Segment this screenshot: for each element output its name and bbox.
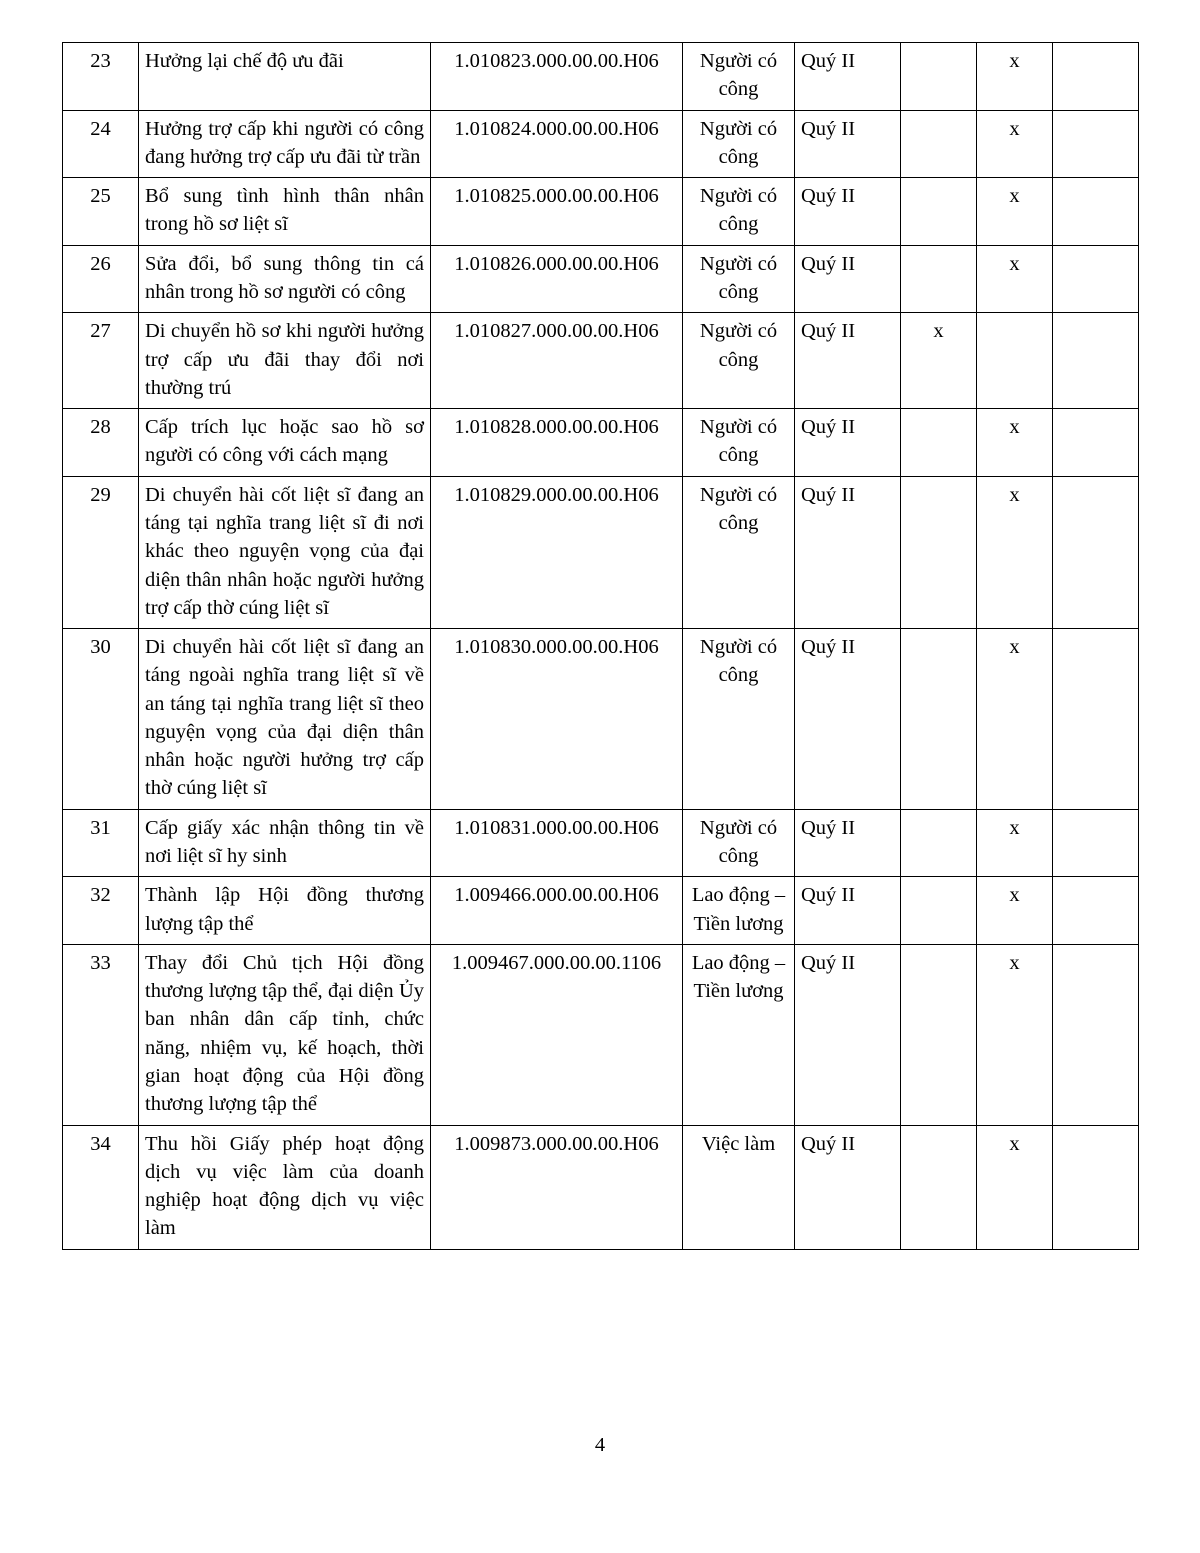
table-row [63,877,1139,945]
procedure-name: Bổ sung tình hình thân nhân trong hồ sơ liệt sĩ [139,178,431,246]
level-3-mark [1053,245,1139,313]
procedure-time: Quý II [795,877,901,945]
level-3-mark [1053,178,1139,246]
procedure-code: 1.009466.000.00.00.H06 [431,877,683,945]
level-2-mark: x [977,877,1053,945]
table-row [63,629,1139,810]
procedure-field: Người có công [683,178,795,246]
procedure-field: Người có công [683,476,795,628]
procedure-field: Người có công [683,43,795,111]
procedure-time: Quý II [795,313,901,409]
procedure-time: Quý II [795,43,901,111]
row-index: 28 [63,409,139,477]
procedure-field: Người có công [683,313,795,409]
table-row [63,809,1139,877]
administrative-procedures-table [62,42,1139,1250]
level-2-mark: x [977,809,1053,877]
level-2-mark: x [977,409,1053,477]
level-3-mark [1053,110,1139,178]
procedure-code: 1.010826.000.00.00.H06 [431,245,683,313]
level-1-mark [901,245,977,313]
level-2-mark [977,313,1053,409]
procedure-name: Hưởng lại chế độ ưu đãi [139,43,431,111]
row-index: 24 [63,110,139,178]
level-1-mark [901,178,977,246]
level-2-mark: x [977,178,1053,246]
procedure-field: Người có công [683,110,795,178]
procedure-code: 1.010828.000.00.00.H06 [431,409,683,477]
level-2-mark: x [977,245,1053,313]
procedure-time: Quý II [795,809,901,877]
level-2-mark: x [977,1125,1053,1249]
row-index: 34 [63,1125,139,1249]
procedure-name: Thành lập Hội đồng thương lượng tập thể [139,877,431,945]
procedure-time: Quý II [795,178,901,246]
procedure-name: Di chuyển hồ sơ khi người hưởng trợ cấp ưu đãi thay đổi nơi thường trú [139,313,431,409]
level-3-mark [1053,809,1139,877]
level-2-mark: x [977,43,1053,111]
level-1-mark [901,43,977,111]
procedure-time: Quý II [795,1125,901,1249]
table-row [63,476,1139,628]
procedure-time: Quý II [795,110,901,178]
level-2-mark: x [977,476,1053,628]
level-3-mark [1053,877,1139,945]
row-index: 25 [63,178,139,246]
procedure-time: Quý II [795,409,901,477]
procedure-code: 1.010827.000.00.00.H06 [431,313,683,409]
procedure-field: Lao động – Tiền lương [683,944,795,1125]
row-index: 27 [63,313,139,409]
procedure-name: Di chuyển hài cốt liệt sĩ đang an táng ngoài nghĩa trang liệt sĩ về an táng tại nghĩa trang liệt sĩ theo nguyện vọng của đại diện thân nhân hoặc người hưởng trợ cấp thờ cúng liệt sĩ [139,629,431,810]
row-index: 31 [63,809,139,877]
table-row [63,110,1139,178]
level-1-mark [901,110,977,178]
procedure-field: Lao động – Tiền lương [683,877,795,945]
table-row [63,1125,1139,1249]
procedure-name: Hưởng trợ cấp khi người có công đang hưởng trợ cấp ưu đãi từ trần [139,110,431,178]
level-1-mark [901,877,977,945]
procedure-name: Thu hồi Giấy phép hoạt động dịch vụ việc làm của doanh nghiệp hoạt động dịch vụ việc làm [139,1125,431,1249]
page-number: 4 [594,1434,606,1456]
procedure-field: Người có công [683,629,795,810]
level-1-mark [901,409,977,477]
procedure-name: Cấp trích lục hoặc sao hồ sơ người có công với cách mạng [139,409,431,477]
procedure-code: 1.010829.000.00.00.H06 [431,476,683,628]
table-row [63,313,1139,409]
level-1-mark: x [901,313,977,409]
table-row [63,178,1139,246]
row-index: 29 [63,476,139,628]
procedure-time: Quý II [795,944,901,1125]
procedure-field: Người có công [683,245,795,313]
level-1-mark [901,476,977,628]
table-row [63,944,1139,1125]
procedure-name: Di chuyển hài cốt liệt sĩ đang an táng tại nghĩa trang liệt sĩ đi nơi khác theo nguyện vọng của đại diện thân nhân hoặc người hưởng trợ cấp thờ cúng liệt sĩ [139,476,431,628]
table-row [63,43,1139,111]
level-3-mark [1053,409,1139,477]
procedure-code: 1.010831.000.00.00.H06 [431,809,683,877]
level-1-mark [901,1125,977,1249]
procedure-field: Việc làm [683,1125,795,1249]
procedure-code: 1.010825.000.00.00.H06 [431,178,683,246]
procedure-code: 1.010824.000.00.00.H06 [431,110,683,178]
procedure-name: Sửa đổi, bổ sung thông tin cá nhân trong hồ sơ người có công [139,245,431,313]
level-1-mark [901,809,977,877]
table-row [63,245,1139,313]
level-3-mark [1053,313,1139,409]
level-3-mark [1053,1125,1139,1249]
procedure-field: Người có công [683,809,795,877]
level-2-mark: x [977,629,1053,810]
level-2-mark: x [977,944,1053,1125]
procedure-code: 1.009873.000.00.00.H06 [431,1125,683,1249]
procedure-code: 1.010830.000.00.00.H06 [431,629,683,810]
procedure-field: Người có công [683,409,795,477]
row-index: 30 [63,629,139,810]
level-2-mark: x [977,110,1053,178]
level-1-mark [901,629,977,810]
level-3-mark [1053,944,1139,1125]
procedure-code: 1.009467.000.00.00.1106 [431,944,683,1125]
row-index: 26 [63,245,139,313]
row-index: 32 [63,877,139,945]
level-3-mark [1053,43,1139,111]
procedure-time: Quý II [795,476,901,628]
level-1-mark [901,944,977,1125]
level-3-mark [1053,476,1139,628]
table-row [63,409,1139,477]
row-index: 33 [63,944,139,1125]
procedure-time: Quý II [795,629,901,810]
procedure-name: Cấp giấy xác nhận thông tin về nơi liệt sĩ hy sinh [139,809,431,877]
procedure-name: Thay đổi Chủ tịch Hội đồng thương lượng tập thể, đại diện Ủy ban nhân dân cấp tỉnh, chức năng, nhiệm vụ, kế hoạch, thời gian hoạt động của Hội đồng thương lượng tập thể [139,944,431,1125]
row-index: 23 [63,43,139,111]
procedure-code: 1.010823.000.00.00.H06 [431,43,683,111]
procedure-time: Quý II [795,245,901,313]
level-3-mark [1053,629,1139,810]
